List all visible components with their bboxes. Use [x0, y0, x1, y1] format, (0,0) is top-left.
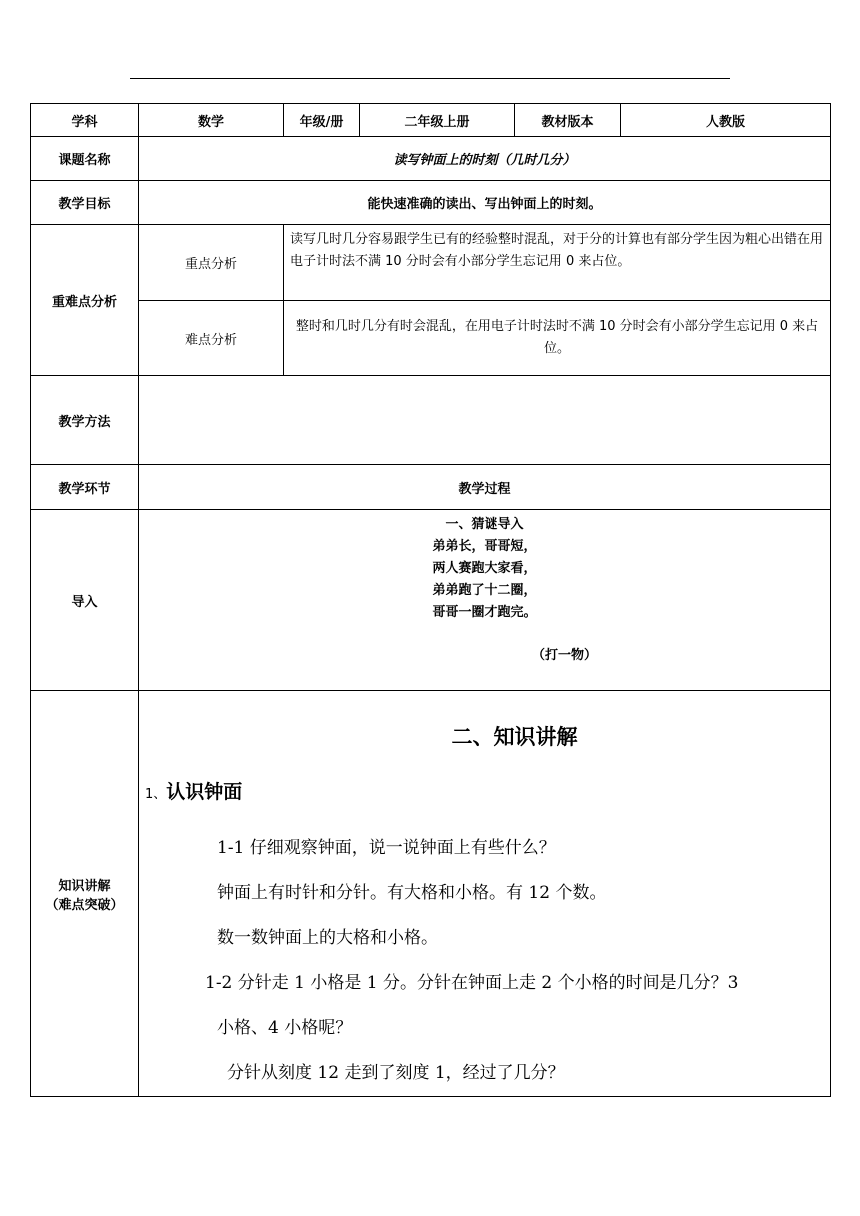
knowledge-paragraph: 小格、4 小格呢？: [217, 1018, 353, 1038]
method-value: [139, 376, 831, 465]
knowledge-label: [31, 691, 139, 1097]
knowledge-content: [139, 691, 831, 1097]
knowledge-label-line1: 知识讲解: [58, 878, 111, 894]
key-point-label: 重点分析: [139, 225, 284, 301]
intro-label: 导入: [31, 510, 139, 691]
process-label: 教学环节: [31, 465, 139, 510]
hard-point-row: [31, 301, 831, 376]
subject-value: 数学: [139, 104, 284, 137]
process-value: 教学过程: [139, 465, 831, 510]
hard-point-text: 整时和几时几分有时会混乱，在用电子计时法时不满 10 分时会有小部分学生忘记用 0 来占位。: [284, 301, 831, 376]
knowledge-paragraph: 1-2 分针走 1 小格是 1 分。分针在钟面上走 2 个小格的时间是几分？3: [205, 973, 739, 993]
grade-value: 二年级上册: [360, 104, 515, 137]
header-rule: [130, 78, 730, 79]
knowledge-paragraph: 钟面上有时针和分针。有大格和小格。有 12 个数。: [217, 883, 607, 903]
subject-label: 学科: [31, 104, 139, 137]
objective-value: 能快速准确的读出、写出钟面上的时刻。: [139, 181, 831, 225]
grade-label: 年级/册: [284, 104, 360, 137]
riddle-line: 两人赛跑大家看，: [432, 561, 537, 576]
riddle-answer-hint: （打一物）: [531, 648, 597, 663]
riddle-line: 弟弟跑了十二圈，: [432, 583, 537, 598]
header-row: [31, 104, 831, 137]
riddle-heading: 一、猜谜导入: [445, 517, 524, 532]
topic-value: 读写钟面上的时刻（几时几分）: [139, 137, 831, 181]
knowledge-paragraph: 分针从刻度 12 走到了刻度 1，经过了几分？: [227, 1063, 565, 1083]
knowledge-paragraph: 数一数钟面上的大格和小格。: [217, 928, 438, 948]
riddle-spacer: [139, 624, 830, 645]
method-row: [31, 376, 831, 465]
process-row: [31, 465, 831, 510]
hard-point-label: 难点分析: [139, 301, 284, 376]
method-label: 教学方法: [31, 376, 139, 465]
knowledge-subtitle: [139, 777, 830, 804]
knowledge-label-line2: （难点突破）: [45, 897, 124, 913]
subtitle-number: 1、: [145, 787, 167, 802]
subtitle-text: 认识钟面: [166, 781, 243, 803]
intro-row: [31, 510, 831, 691]
lesson-plan-table: [30, 103, 831, 1097]
key-point-text: 读写几时几分容易跟学生已有的经验整时混乱，对于分的计算也有部分学生因为粗心出错在用电子计时法不满 10 分时会有小部分学生忘记用 0 来占位。: [284, 225, 831, 301]
riddle-block: [139, 510, 831, 691]
riddle-line: 哥哥一圈才跑完。: [432, 605, 537, 620]
riddle-line: 弟弟长，哥哥短，: [432, 539, 537, 554]
knowledge-title: 二、知识讲解: [451, 725, 578, 749]
knowledge-row: [31, 691, 831, 1097]
topic-label: 课题名称: [31, 137, 139, 181]
difficulty-label: 重难点分析: [31, 225, 139, 376]
topic-row: [31, 137, 831, 181]
objective-row: [31, 181, 831, 225]
knowledge-paragraph: 1-1 仔细观察钟面，说一说钟面上有些什么？: [217, 838, 556, 858]
edition-label: 教材版本: [515, 104, 621, 137]
objective-label: 教学目标: [31, 181, 139, 225]
edition-value: 人教版: [621, 104, 831, 137]
key-point-row: [31, 225, 831, 301]
